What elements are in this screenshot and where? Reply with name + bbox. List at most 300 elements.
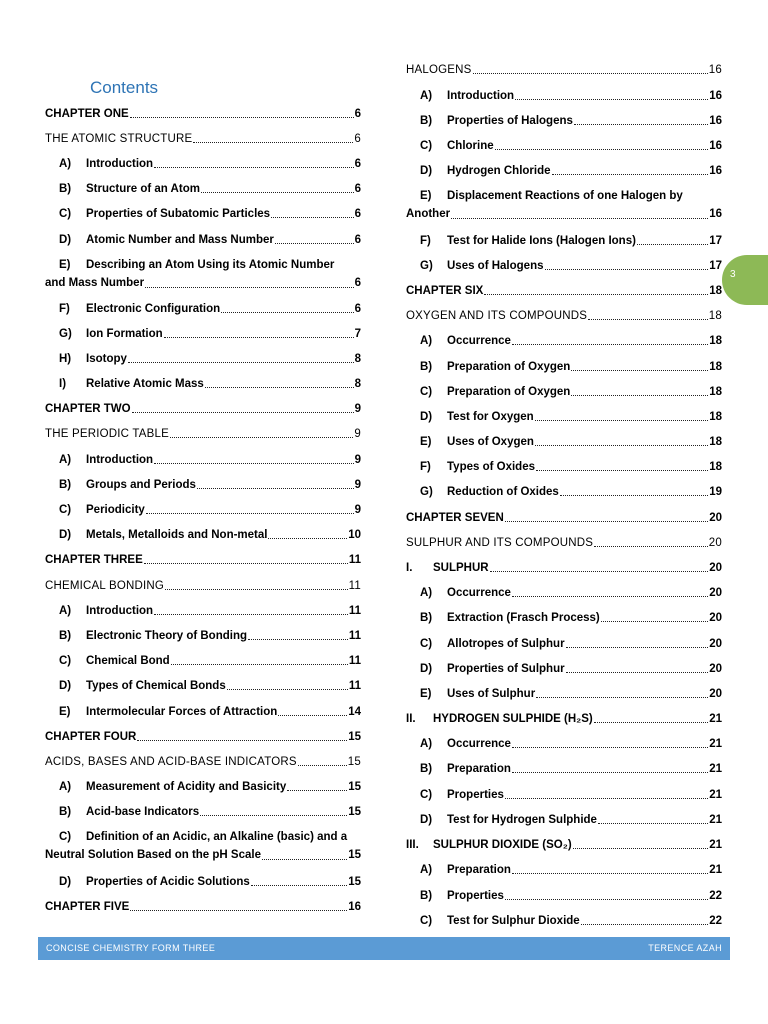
toc-section-entry[interactable] <box>45 528 361 542</box>
dot-leader <box>130 910 347 911</box>
toc-entry-letter: F) <box>59 303 70 315</box>
toc-entry-page: 21 <box>709 713 722 725</box>
toc-entry-title: Types of Oxides <box>447 461 535 473</box>
toc-section-entry[interactable] <box>406 863 722 877</box>
toc-entry-page: 18 <box>709 335 722 347</box>
toc-section-entry[interactable] <box>45 352 361 366</box>
toc-entry-title: SULPHUR DIOXIDE (SO₂) <box>433 839 572 851</box>
toc-entry-letter: F) <box>420 461 431 473</box>
toc-topic-entry[interactable] <box>45 579 361 593</box>
toc-section-entry[interactable] <box>406 838 722 852</box>
toc-entry-letter: B) <box>59 630 72 642</box>
toc-entry-title: Uses of Oxygen <box>447 436 534 448</box>
toc-entry-letter: B) <box>59 479 72 491</box>
toc-entry-page: 11 <box>348 554 361 566</box>
toc-entry-letter: C) <box>59 208 72 220</box>
toc-entry-title: Acid-base Indicators <box>86 806 200 818</box>
toc-section-entry[interactable] <box>45 705 361 719</box>
toc-entry-letter: C) <box>59 655 72 667</box>
toc-entry-letter: D) <box>420 814 433 826</box>
toc-section-entry[interactable] <box>406 360 722 374</box>
dot-leader <box>171 664 348 665</box>
toc-topic-entry[interactable] <box>406 63 722 77</box>
toc-chapter-entry[interactable] <box>406 511 722 525</box>
dot-leader <box>154 167 354 168</box>
toc-entry-letter: D) <box>59 876 72 888</box>
toc-entry-page: 18 <box>709 386 722 398</box>
dot-leader <box>154 614 348 615</box>
toc-entry-title: Introduction <box>447 90 515 102</box>
dot-leader <box>598 823 708 824</box>
dot-leader <box>227 689 348 690</box>
dot-leader <box>197 488 354 489</box>
toc-entry-letter: F) <box>420 235 431 247</box>
dot-leader <box>145 287 354 288</box>
toc-entry-title: Preparation of Oxygen <box>447 361 571 373</box>
toc-entry-letter: II. <box>406 713 416 725</box>
toc-entry-letter: D) <box>59 529 72 541</box>
toc-entry-title: HALOGENS <box>406 64 472 76</box>
toc-section-entry[interactable] <box>406 89 722 103</box>
toc-entry-letter: C) <box>420 638 433 650</box>
toc-section-entry[interactable] <box>45 604 361 618</box>
toc-entry-letter: H) <box>59 353 72 365</box>
toc-entry-title-continued: and Mass Number <box>45 277 145 289</box>
toc-entry-title: Uses of Sulphur <box>447 688 536 700</box>
toc-entry-letter: C) <box>420 140 433 152</box>
toc-entry-page: 15 <box>348 781 361 793</box>
toc-entry-title: OXYGEN AND ITS COMPOUNDS <box>406 310 588 322</box>
dot-leader <box>137 740 347 741</box>
toc-section-entry[interactable] <box>406 410 722 424</box>
toc-chapter-entry[interactable] <box>406 284 722 298</box>
toc-entry-title: Metals, Metalloids and Non-metal <box>86 529 268 541</box>
toc-entry-page: 6 <box>354 108 361 120</box>
toc-entry-page: 20 <box>709 663 722 675</box>
dot-leader <box>560 495 708 496</box>
toc-entry-letter: B) <box>59 183 72 195</box>
toc-entry-page: 16 <box>348 901 361 913</box>
toc-entry-letter: E) <box>59 259 71 271</box>
toc-entry-letter: A) <box>420 90 433 102</box>
toc-entry-title: Occurrence <box>447 587 511 599</box>
toc-entry-letter: E) <box>420 190 432 202</box>
dot-leader <box>200 815 347 816</box>
toc-entry-title: Extraction (Frasch Process) <box>447 612 600 624</box>
dot-leader <box>201 192 354 193</box>
toc-entry-title: Properties of Halogens <box>447 115 573 127</box>
toc-entry-title: Groups and Periods <box>86 479 196 491</box>
toc-chapter-entry[interactable] <box>45 730 361 744</box>
toc-section-entry[interactable] <box>406 234 722 248</box>
toc-section-entry[interactable] <box>45 302 361 316</box>
toc-section-entry[interactable] <box>406 662 722 676</box>
toc-entry-letter: I) <box>59 378 67 390</box>
dot-leader <box>132 412 354 413</box>
toc-topic-entry[interactable] <box>45 132 361 146</box>
toc-entry-letter: C) <box>59 504 72 516</box>
toc-entry-title: Test for Sulphur Dioxide <box>447 915 580 927</box>
toc-entry-page: 16 <box>709 90 722 102</box>
page-title: Contents <box>90 78 159 97</box>
toc-entry-letter: A) <box>420 335 433 347</box>
dot-leader <box>275 243 354 244</box>
toc-entry-page: 21 <box>709 864 722 876</box>
dot-leader <box>164 337 354 338</box>
toc-entry-letter: G) <box>420 260 433 272</box>
toc-section-entry[interactable] <box>45 805 361 819</box>
dot-leader <box>278 715 347 716</box>
toc-entry-page: 9 <box>354 454 361 466</box>
toc-entry-page: 18 <box>708 310 722 322</box>
toc-entry-title: THE ATOMIC STRUCTURE <box>45 133 193 145</box>
toc-entry-title: Test for Oxygen <box>447 411 534 423</box>
toc-entry-page: 9 <box>354 479 361 491</box>
dot-leader <box>588 319 708 320</box>
toc-entry-title: CHAPTER FIVE <box>45 901 130 913</box>
toc-entry-letter: A) <box>59 454 72 466</box>
toc-entry-letter: D) <box>420 411 433 423</box>
toc-chapter-entry[interactable] <box>45 553 361 567</box>
toc-section-entry[interactable] <box>406 737 722 751</box>
dot-leader <box>262 859 347 860</box>
toc-section-entry[interactable] <box>406 914 722 928</box>
toc-section-entry[interactable] <box>45 679 361 693</box>
toc-entry-page: 11 <box>348 680 361 692</box>
toc-entry-title: Properties <box>447 890 504 902</box>
toc-section-entry[interactable] <box>406 788 722 802</box>
toc-entry-page: 15 <box>348 876 361 888</box>
toc-entry-page: 18 <box>709 436 722 448</box>
toc-entry-letter: B) <box>420 115 433 127</box>
dot-leader <box>505 798 708 799</box>
toc-entry-page: 8 <box>354 378 361 390</box>
toc-entry-title: Describing an Atom Using its Atomic Number <box>86 259 335 271</box>
toc-section-entry[interactable] <box>45 654 361 668</box>
toc-entry-page: 22 <box>709 915 722 927</box>
toc-entry-title: Isotopy <box>86 353 127 365</box>
toc-section-entry[interactable] <box>45 875 361 889</box>
dot-leader <box>573 848 709 849</box>
toc-entry-page: 6 <box>354 133 361 145</box>
toc-topic-entry[interactable] <box>45 427 361 441</box>
toc-section-entry[interactable] <box>45 629 361 643</box>
toc-topic-entry[interactable] <box>406 536 722 550</box>
dot-leader <box>637 244 708 245</box>
dot-leader <box>512 596 708 597</box>
toc-section-entry[interactable] <box>406 460 722 474</box>
toc-entry-page: 21 <box>709 789 722 801</box>
toc-entry[interactable] <box>45 828 361 864</box>
dot-leader <box>473 73 708 74</box>
toc-entry-title: CHAPTER SIX <box>406 285 484 297</box>
toc-entry-page: 9 <box>354 403 361 415</box>
toc-entry-title: Chlorine <box>447 140 494 152</box>
toc-entry-title: Occurrence <box>447 335 511 347</box>
toc-entry-letter: B) <box>420 890 433 902</box>
toc-entry-title: ACIDS, BASES AND ACID-BASE INDICATORS <box>45 756 297 768</box>
toc-entry-letter: B) <box>420 361 433 373</box>
toc-entry-title: Reduction of Oxides <box>447 486 559 498</box>
dot-leader <box>271 217 354 218</box>
toc-entry-title: THE PERIODIC TABLE <box>45 428 169 440</box>
toc-entry-page: 15 <box>348 806 361 818</box>
toc-entry-page: 20 <box>709 612 722 624</box>
toc-entry-title: Electronic Configuration <box>86 303 221 315</box>
dot-leader <box>566 672 709 673</box>
toc-entry-title-continued: Neutral Solution Based on the pH Scale <box>45 849 261 861</box>
toc-section-entry[interactable] <box>406 762 722 776</box>
toc-entry-title: Displacement Reactions of one Halogen by <box>447 190 683 202</box>
toc-entry-letter: A) <box>420 864 433 876</box>
dot-leader <box>512 344 708 345</box>
dot-leader <box>451 218 708 219</box>
toc-entry-page: 15 <box>348 731 361 743</box>
toc-entry-title: Measurement of Acidity and Basicity <box>86 781 287 793</box>
toc-section-entry[interactable] <box>406 813 722 827</box>
dot-leader <box>512 747 708 748</box>
toc-section-entry[interactable] <box>45 453 361 467</box>
footer-author: TERENCE AZAH <box>648 943 722 953</box>
toc-entry-page: 6 <box>354 234 361 246</box>
toc-entry-title: Introduction <box>86 605 154 617</box>
toc-entry-letter: E) <box>420 436 432 448</box>
toc-section-entry[interactable] <box>406 435 722 449</box>
dot-leader <box>566 647 709 648</box>
toc-section-entry[interactable] <box>406 334 722 348</box>
toc-entry-page: 20 <box>709 587 722 599</box>
dot-leader <box>268 538 347 539</box>
toc-section-entry[interactable] <box>406 114 722 128</box>
toc-entry-letter: B) <box>420 763 433 775</box>
toc-entry-page: 21 <box>709 763 722 775</box>
toc-entry-page: 10 <box>348 529 361 541</box>
dot-leader <box>594 722 708 723</box>
toc-entry-page: 18 <box>709 361 722 373</box>
toc-entry-title: Properties of Subatomic Particles <box>86 208 271 220</box>
toc-section-entry[interactable] <box>406 611 722 625</box>
toc-entry-page: 22 <box>709 890 722 902</box>
toc-entry-page: 16 <box>709 140 722 152</box>
toc-section-entry[interactable] <box>45 157 361 171</box>
toc-entry-title: Ion Formation <box>86 328 163 340</box>
toc-entry-title: Properties <box>447 789 504 801</box>
toc-section-entry[interactable] <box>45 780 361 794</box>
toc-entry-title: Introduction <box>86 158 154 170</box>
dot-leader <box>505 521 708 522</box>
dot-leader <box>495 149 709 150</box>
toc-entry-letter: III. <box>406 839 419 851</box>
dot-leader <box>571 395 708 396</box>
toc-entry-letter: E) <box>420 688 432 700</box>
dot-leader <box>287 790 347 791</box>
toc-entry-title: Definition of an Acidic, an Alkaline (basic) and a <box>86 831 348 843</box>
toc-section-entry[interactable] <box>406 259 722 273</box>
toc-entry-page: 21 <box>709 814 722 826</box>
toc-entry-letter: C) <box>420 386 433 398</box>
dot-leader <box>484 294 708 295</box>
toc-entry-page: 21 <box>709 738 722 750</box>
toc-entry-page: 6 <box>354 208 361 220</box>
dot-leader <box>490 571 709 572</box>
toc-entry-letter: A) <box>59 158 72 170</box>
toc-section-entry[interactable] <box>406 561 722 575</box>
dot-leader <box>193 142 353 143</box>
toc-entry-page: 17 <box>709 260 722 272</box>
toc-entry-page: 6 <box>354 183 361 195</box>
toc-entry-page: 8 <box>354 353 361 365</box>
toc-entry-title: CHAPTER SEVEN <box>406 512 504 524</box>
toc-section-entry[interactable] <box>406 712 722 726</box>
toc-entry-page: 11 <box>348 580 361 592</box>
toc-section-entry[interactable] <box>45 182 361 196</box>
page-number: 3 <box>730 269 736 280</box>
toc-section-entry[interactable] <box>406 586 722 600</box>
toc-entry-page: 11 <box>348 605 361 617</box>
toc-chapter-entry[interactable] <box>45 107 361 121</box>
toc-entry-letter: B) <box>420 612 433 624</box>
toc-section-entry[interactable] <box>406 637 722 651</box>
toc-section-entry[interactable] <box>406 385 722 399</box>
toc-entry-page: 15 <box>348 849 361 861</box>
toc-entry-title: Preparation <box>447 763 511 775</box>
toc-section-entry[interactable] <box>45 327 361 341</box>
toc-entry-letter: B) <box>59 806 72 818</box>
toc-section-entry[interactable] <box>45 377 361 391</box>
toc-entry-title: Atomic Number and Mass Number <box>86 234 274 246</box>
toc-section-entry[interactable] <box>406 164 722 178</box>
dot-leader <box>205 387 354 388</box>
toc-entry-letter: E) <box>59 706 71 718</box>
dot-leader <box>536 697 708 698</box>
toc-entry-page: 18 <box>709 285 722 297</box>
dot-leader <box>594 546 708 547</box>
toc-entry-page: 16 <box>709 165 722 177</box>
toc-entry-title: SULPHUR <box>433 562 489 574</box>
dot-leader <box>505 899 708 900</box>
toc-entry-page: 6 <box>354 158 361 170</box>
toc-entry-page: 16 <box>708 64 722 76</box>
toc-entry-title: Uses of Halogens <box>447 260 544 272</box>
dot-leader <box>545 269 709 270</box>
dot-leader <box>515 99 708 100</box>
page-number-badge <box>722 255 768 305</box>
toc-section-entry[interactable] <box>45 478 361 492</box>
toc-entry-letter: I. <box>406 562 413 574</box>
toc-entry-title: HYDROGEN SULPHIDE (H₂S) <box>433 713 593 725</box>
toc-entry[interactable] <box>406 187 722 223</box>
toc-section-entry[interactable] <box>406 139 722 153</box>
toc-entry-page: 19 <box>709 486 722 498</box>
toc-entry-letter: D) <box>59 234 72 246</box>
toc-entry-page: 18 <box>709 411 722 423</box>
toc-entry-letter: C) <box>420 789 433 801</box>
toc-entry-page: 17 <box>709 235 722 247</box>
toc-entry-title: SULPHUR AND ITS COMPOUNDS <box>406 537 594 549</box>
toc-entry-page: 9 <box>354 428 361 440</box>
toc-entry-title: CHAPTER ONE <box>45 108 129 120</box>
dot-leader <box>221 312 353 313</box>
toc-section-entry[interactable] <box>406 687 722 701</box>
toc-topic-entry[interactable] <box>45 755 361 769</box>
toc-entry-letter: D) <box>420 165 433 177</box>
toc-entry-title: CHAPTER THREE <box>45 554 143 566</box>
dot-leader <box>571 370 708 371</box>
dot-leader <box>248 639 348 640</box>
toc-entry-page: 18 <box>709 461 722 473</box>
toc-entry-title: Properties of Sulphur <box>447 663 565 675</box>
toc-entry-page: 14 <box>348 706 361 718</box>
toc-entry-letter: C) <box>420 915 433 927</box>
toc-entry-title: Test for Halide Ions (Halogen Ions) <box>447 235 636 247</box>
dot-leader <box>130 117 354 118</box>
toc-topic-entry[interactable] <box>406 309 722 323</box>
toc-entry-letter: G) <box>420 486 433 498</box>
footer-book-title: CONCISE CHEMISTRY FORM THREE <box>46 943 216 953</box>
toc-entry-page: 6 <box>354 303 361 315</box>
toc-entry-title: CHAPTER TWO <box>45 403 131 415</box>
toc-entry-letter: A) <box>420 738 433 750</box>
dot-leader <box>601 621 708 622</box>
toc-entry-letter: D) <box>59 680 72 692</box>
toc-entry-page: 11 <box>348 655 361 667</box>
dot-leader <box>146 513 354 514</box>
toc-chapter-entry[interactable] <box>45 402 361 416</box>
toc-entry-title: Relative Atomic Mass <box>86 378 204 390</box>
dot-leader <box>512 772 708 773</box>
toc-entry-page: 6 <box>354 277 361 289</box>
toc-entry-title: Electronic Theory of Bonding <box>86 630 248 642</box>
toc-entry-page: 11 <box>348 630 361 642</box>
toc-section-entry[interactable] <box>45 233 361 247</box>
toc-entry-page: 15 <box>347 756 361 768</box>
toc-entry-page: 21 <box>709 839 722 851</box>
dot-leader <box>535 445 708 446</box>
toc-entry-title: Test for Hydrogen Sulphide <box>447 814 597 826</box>
toc-section-entry[interactable] <box>45 503 361 517</box>
toc-section-entry[interactable] <box>406 485 722 499</box>
dot-leader <box>154 463 354 464</box>
dot-leader <box>144 563 348 564</box>
toc-entry[interactable] <box>45 256 361 292</box>
toc-entry-title: Preparation <box>447 864 511 876</box>
toc-entry-title: Occurrence <box>447 738 511 750</box>
toc-entry-letter: C) <box>59 831 72 843</box>
toc-entry-page: 9 <box>354 504 361 516</box>
dot-leader <box>574 124 708 125</box>
toc-section-entry[interactable] <box>45 207 361 221</box>
dot-leader <box>170 437 353 438</box>
toc-entry-title: Preparation of Oxygen <box>447 386 571 398</box>
toc-entry-page: 16 <box>709 115 722 127</box>
dot-leader <box>165 589 348 590</box>
toc-entry-title: CHAPTER FOUR <box>45 731 137 743</box>
toc-entry-title-continued: Another <box>406 208 451 220</box>
toc-entry-letter: D) <box>420 663 433 675</box>
dot-leader <box>128 362 354 363</box>
dot-leader <box>251 885 347 886</box>
toc-entry-page: 16 <box>709 208 722 220</box>
toc-entry-title: Introduction <box>86 454 154 466</box>
toc-entry-letter: A) <box>420 587 433 599</box>
toc-chapter-entry[interactable] <box>45 900 361 914</box>
page-footer <box>38 937 730 960</box>
toc-entry-page: 7 <box>354 328 361 340</box>
toc-entry-letter: G) <box>59 328 72 340</box>
toc-section-entry[interactable] <box>406 889 722 903</box>
toc-entry-title: CHEMICAL BONDING <box>45 580 165 592</box>
toc-entry-title: Allotropes of Sulphur <box>447 638 565 650</box>
